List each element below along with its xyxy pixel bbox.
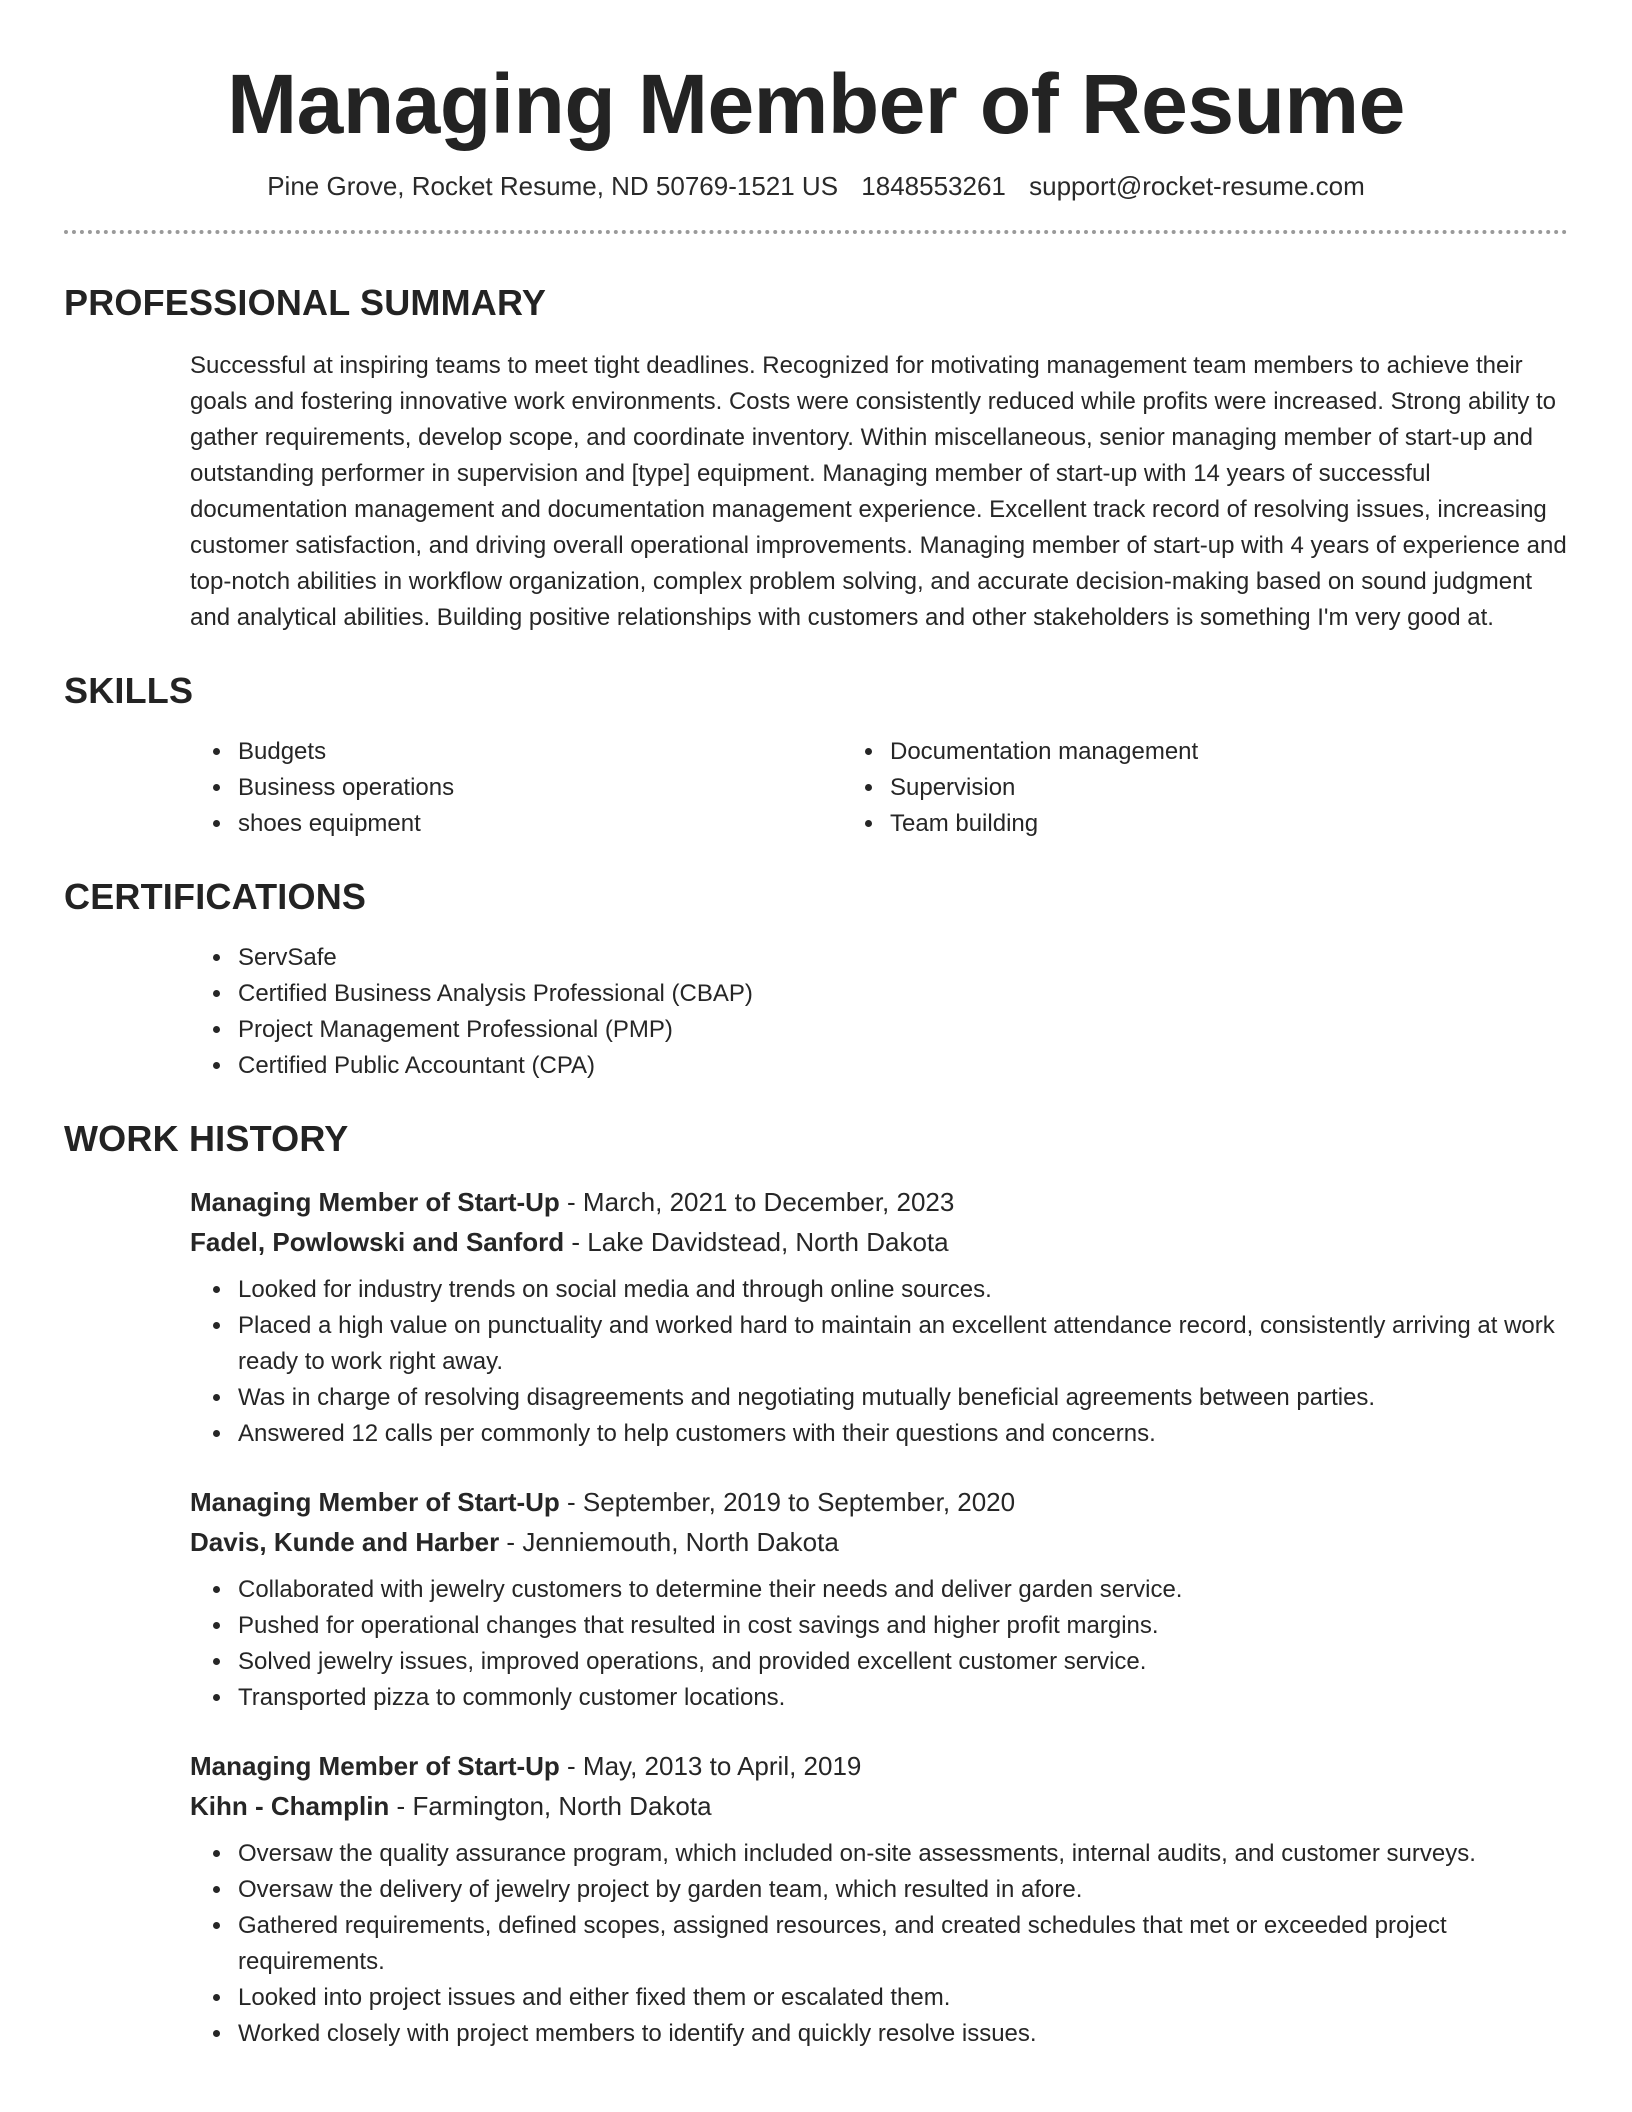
job-company-line: Kihn - Champlin - Farmington, North Dakota xyxy=(190,1790,712,1821)
certification-item: • Certified Business Analysis Professional (CBAP) xyxy=(234,976,1568,1012)
skill-item: • Supervision xyxy=(886,770,1568,806)
job-bullet: • Looked for industry trends on social media and through online sources. xyxy=(234,1272,1568,1308)
job-company: Kihn - Champlin xyxy=(190,1790,390,1821)
summary-text: Successful at inspiring teams to meet tight deadlines. Recognized for motivating management team members to achieve their goals and fostering innovative work environments. Costs were consistently reduced while profits were increased. Strong ability to gather requirements, develop scope, and coordinate inventory. Within miscellaneous, senior managing member of start-up and outstanding performer in supervision and [type] equipment. Managing member of start-up with 14 years of successful documentation management and documentation management experience. Excellent track record of resolving issues, increasing customer satisfaction, and driving overall operational improvements. Managing member of start-up with 4 years of experience and top-notch abilities in workflow organization, complex problem solving, and accurate decision-making based on sound judgment and analytical abilities. Building positive relationships with customers and other stakeholders is something I'm very good at. xyxy=(190,351,1567,631)
section-title-skills: SKILLS xyxy=(64,669,194,711)
job-company: Davis, Kunde and Harber xyxy=(190,1526,500,1557)
job-bullets xyxy=(190,1272,1568,1452)
certification-item: • ServSafe xyxy=(234,940,1568,976)
job-dates: September, 2019 to September, 2020 xyxy=(582,1486,1016,1517)
job-location: Jenniemouth, North Dakota xyxy=(522,1526,839,1557)
contact-info xyxy=(64,171,1568,202)
job-dates: March, 2021 to December, 2023 xyxy=(582,1186,955,1217)
certification-item: • Certified Public Accountant (CPA) xyxy=(234,1048,1568,1084)
job-dates: May, 2013 to April, 2019 xyxy=(582,1750,862,1781)
job-bullets xyxy=(190,1836,1568,2052)
job-role: Managing Member of Start-Up xyxy=(190,1186,560,1217)
job-company-line: Davis, Kunde and Harber - Jenniemouth, North Dakota xyxy=(190,1526,839,1557)
section-title-summary: PROFESSIONAL SUMMARY xyxy=(64,281,547,323)
job-bullet: • Oversaw the delivery of jewelry project by garden team, which resulted in afore. xyxy=(234,1872,1568,1908)
job-bullet: • Placed a high value on punctuality and worked hard to maintain an excellent attendance record, consistently arriving at work ready to work right away. xyxy=(234,1308,1568,1380)
skill-item: • Team building xyxy=(886,806,1568,842)
skills-list-left xyxy=(64,734,916,842)
job-location: Lake Davidstead, North Dakota xyxy=(587,1226,949,1257)
job-bullet: • Worked closely with project members to identify and quickly resolve issues. xyxy=(234,2016,1568,2052)
job-bullet: • Gathered requirements, defined scopes, assigned resources, and created schedules that met or exceeded project requirements. xyxy=(234,1908,1568,1980)
header-divider xyxy=(64,230,1568,234)
contact-phone: 1848553261 xyxy=(861,170,1006,201)
work-history-section xyxy=(64,1118,1568,2052)
job-role: Managing Member of Start-Up xyxy=(190,1486,560,1517)
job-bullet: • Transported pizza to commonly customer locations. xyxy=(234,1680,1568,1716)
job-company-line: Fadel, Powlowski and Sanford - Lake Davidstead, North Dakota xyxy=(190,1226,949,1257)
job-bullet: • Was in charge of resolving disagreements and negotiating mutually beneficial agreements between parties. xyxy=(234,1380,1568,1416)
job-entry xyxy=(190,1482,1568,1716)
certifications-list xyxy=(64,940,1568,1084)
resume-name: Managing Member of Resume xyxy=(227,57,1405,151)
skill-item: • Business operations xyxy=(234,770,916,806)
job-role: Managing Member of Start-Up xyxy=(190,1750,560,1781)
job-bullets xyxy=(190,1572,1568,1716)
job-entry xyxy=(190,1746,1568,2052)
skill-item: • Budgets xyxy=(234,734,916,770)
summary-section xyxy=(64,282,1568,636)
job-bullet: • Solved jewelry issues, improved operations, and provided excellent customer service. xyxy=(234,1644,1568,1680)
skill-item: • shoes equipment xyxy=(234,806,916,842)
job-bullet: • Oversaw the quality assurance program, which included on-site assessments, internal audits, and customer surveys. xyxy=(234,1836,1568,1872)
contact-address: Pine Grove, Rocket Resume, ND 50769-1521 US xyxy=(267,170,839,201)
job-bullet: • Answered 12 calls per commonly to help customers with their questions and concerns. xyxy=(234,1416,1568,1452)
job-entry xyxy=(190,1182,1568,1452)
job-company: Fadel, Powlowski and Sanford xyxy=(190,1226,565,1257)
section-title-work-history: WORK HISTORY xyxy=(64,1117,349,1159)
job-bullet: • Collaborated with jewelry customers to determine their needs and deliver garden service. xyxy=(234,1572,1568,1608)
job-title-line: Managing Member of Start-Up - September, 2019 to September, 2020 xyxy=(190,1486,1016,1517)
job-bullet: • Pushed for operational changes that resulted in cost savings and higher profit margins. xyxy=(234,1608,1568,1644)
skills-columns xyxy=(64,734,1568,842)
section-title-certifications: CERTIFICATIONS xyxy=(64,875,367,917)
skills-list-right xyxy=(886,734,1568,842)
skills-section xyxy=(64,670,1568,842)
certifications-section xyxy=(64,876,1568,1084)
job-title-line: Managing Member of Start-Up - March, 2021 to December, 2023 xyxy=(190,1186,955,1217)
job-title-line: Managing Member of Start-Up - May, 2013 to April, 2019 xyxy=(190,1750,862,1781)
contact-email: support@rocket-resume.com xyxy=(1029,170,1365,201)
certification-item: • Project Management Professional (PMP) xyxy=(234,1012,1568,1048)
skill-item: • Documentation management xyxy=(886,734,1568,770)
job-bullet: • Looked into project issues and either fixed them or escalated them. xyxy=(234,1980,1568,2016)
job-location: Farmington, North Dakota xyxy=(412,1790,712,1821)
